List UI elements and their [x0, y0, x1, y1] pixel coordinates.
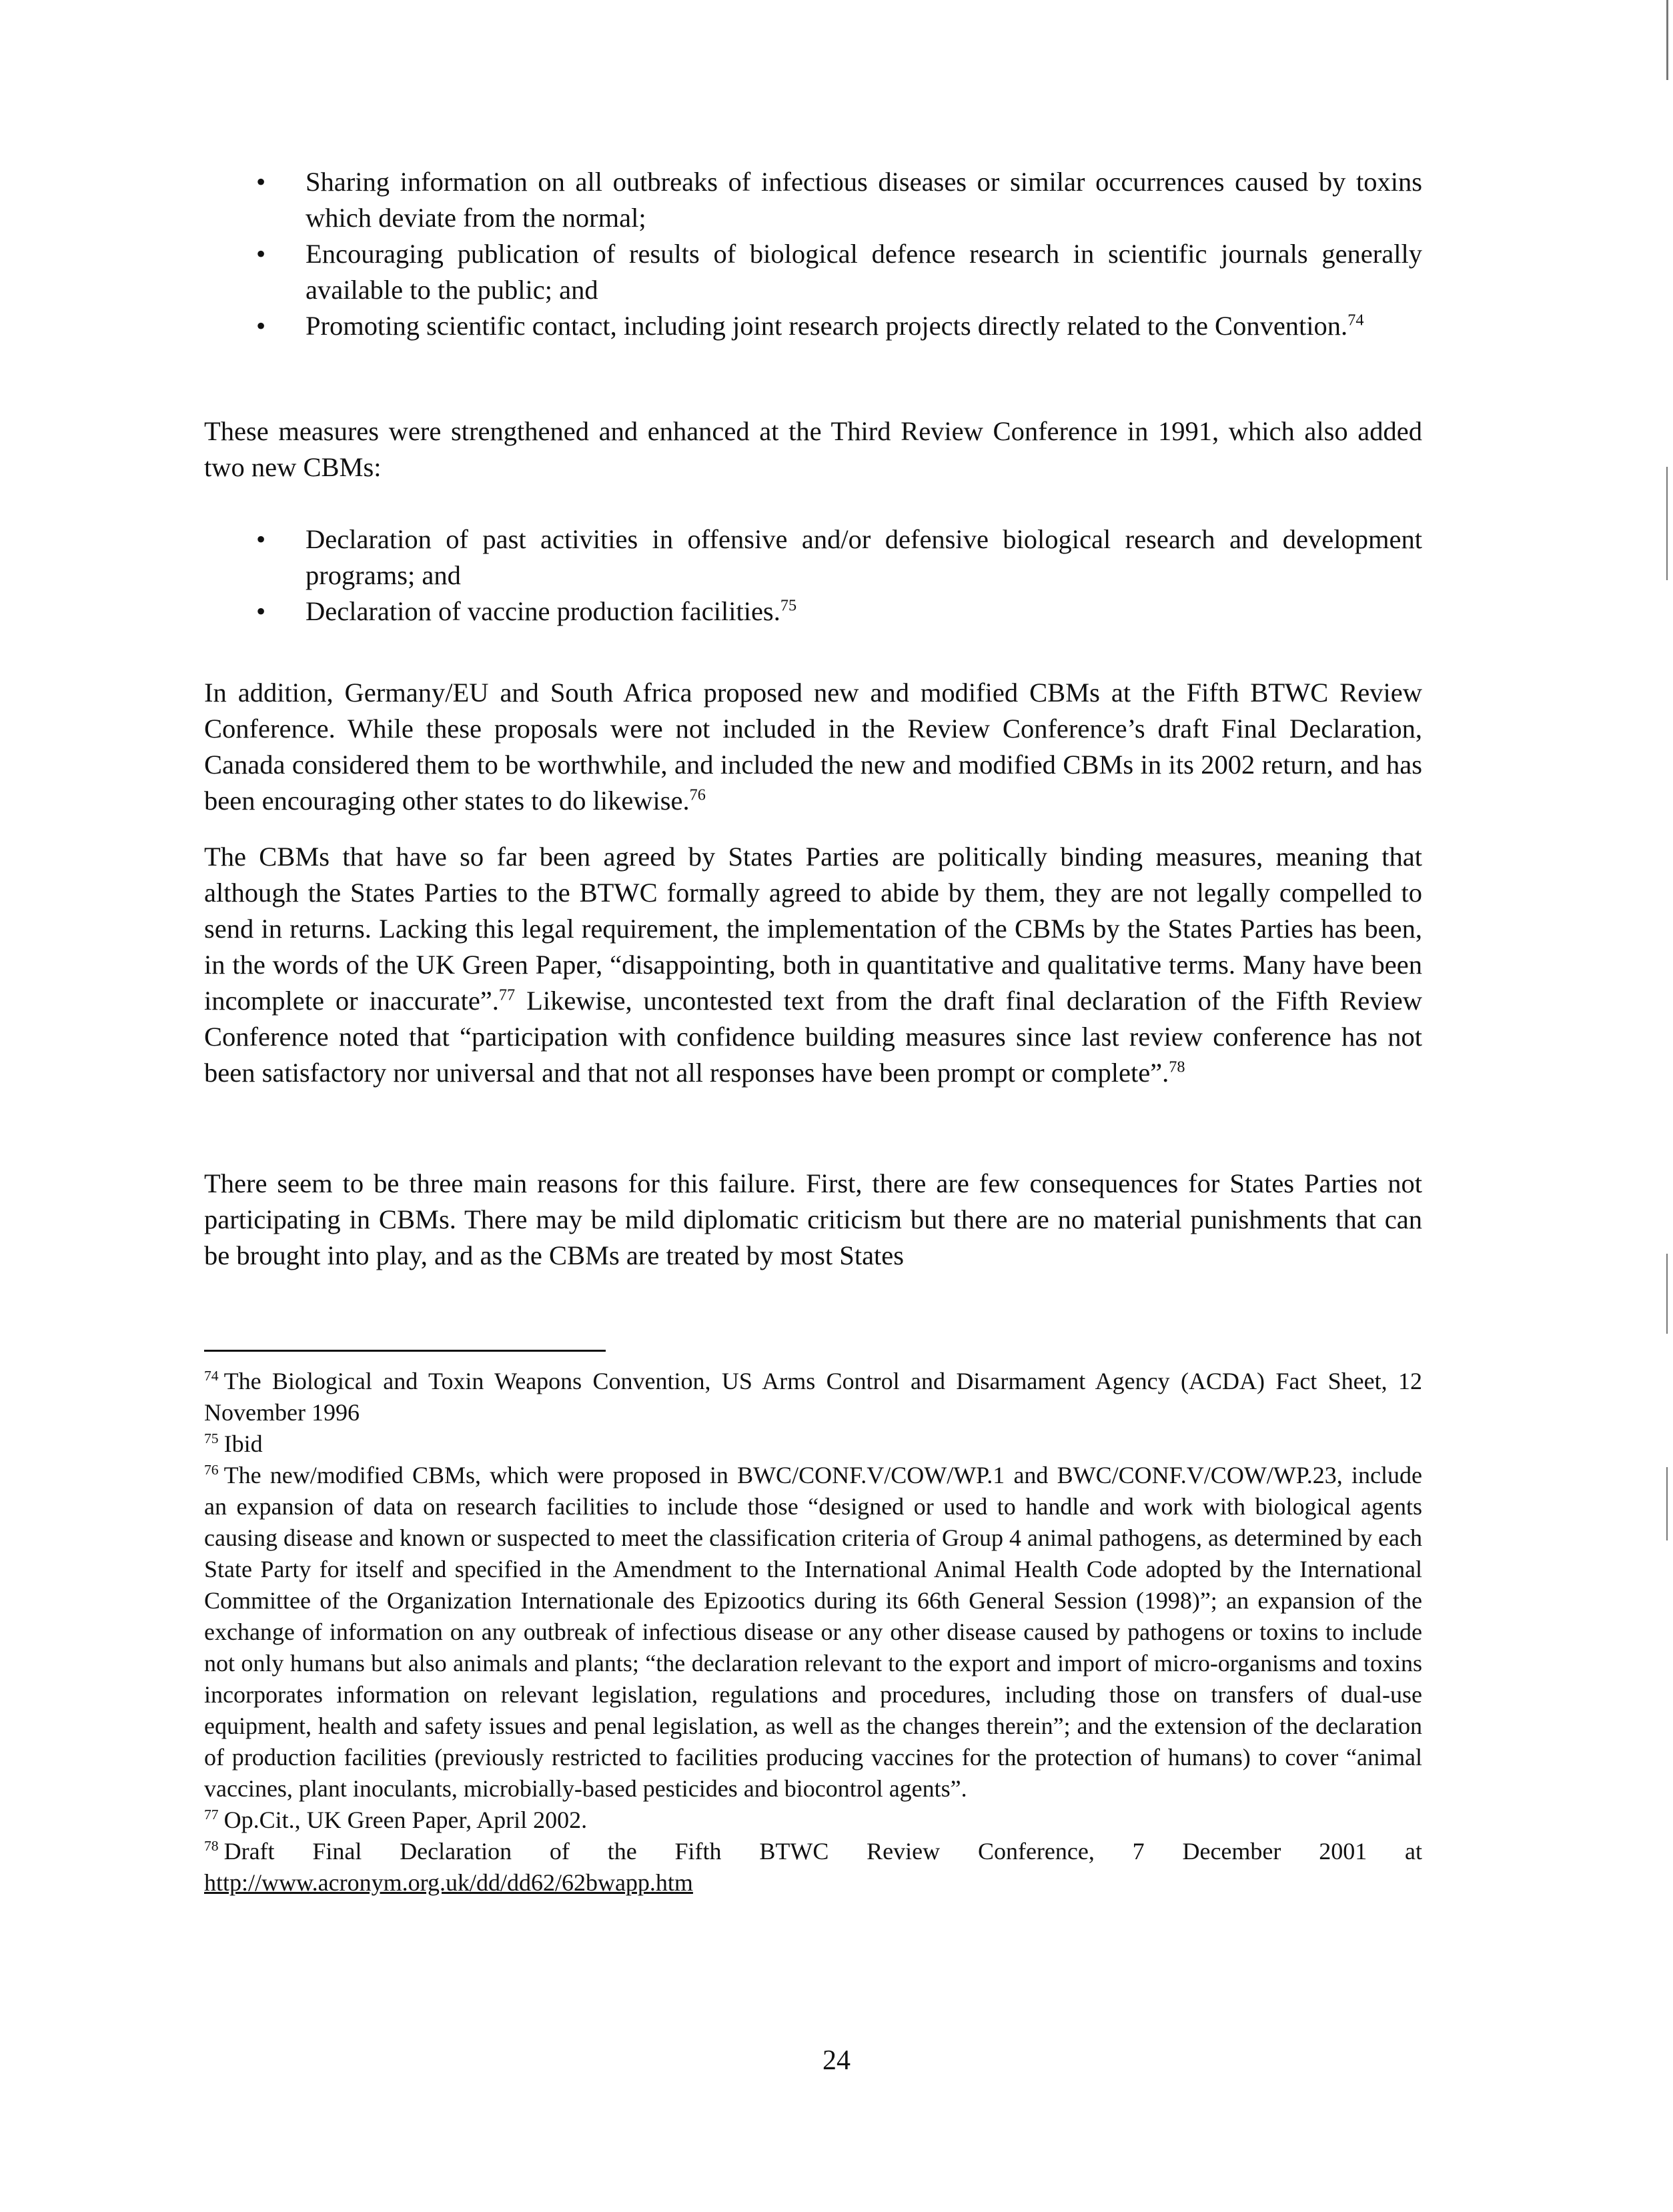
footnote-number: 78: [204, 1838, 219, 1854]
bullet-dot-icon: •: [256, 524, 266, 554]
bullet-item: [204, 521, 1422, 594]
footnote-ref[interactable]: 77: [498, 986, 516, 1004]
paragraph-fifth-review: [204, 675, 1422, 819]
scan-artifact: [1666, 467, 1668, 580]
bullet-text: Sharing information on all outbreaks of infectious diseases or similar occurrences caused by toxins which deviate from the normal;: [306, 167, 1422, 233]
footnote-78: [204, 1836, 1422, 1899]
bullet-item: [204, 236, 1422, 308]
paragraph-text: Likewise, uncontested text from the draft final declaration of the Fifth Review Conference noted that “participation with confidence building measures since last review conference has not been satisfactory nor universal and that not all responses have been prompt or complete”.: [204, 986, 1422, 1088]
paragraph-third-review: These measures were strengthened and enhanced at the Third Review Conference in 1991, which also added two new CBMs:: [204, 416, 1422, 482]
footnote-text: The Biological and Toxin Weapons Convention, US Arms Control and Disarmament Agency (ACDA) Fact Sheet, 12 November 1996: [204, 1368, 1422, 1426]
footnote-text: Op.Cit., UK Green Paper, April 2002.: [223, 1807, 588, 1833]
paragraph-reasons-failure: There seem to be three main reasons for this failure. First, there are few consequences for States Parties not participating in CBMs. There may be mild diplomatic criticism but there are no material punishments that can be brought into play, and as the CBMs are treated by most States: [204, 1168, 1422, 1270]
footnote-ref[interactable]: 74: [1347, 311, 1364, 329]
paragraph-politically-binding: [204, 839, 1422, 1091]
footnote-number: 74: [204, 1368, 219, 1384]
footnote-77: [204, 1805, 1422, 1836]
bullet-list-cbm-measures: [204, 164, 1422, 344]
bullet-text: Promoting scientific contact, including joint research projects directly related to the Convention.: [306, 311, 1348, 341]
footnote-number: 76: [204, 1462, 219, 1478]
bullet-text: Declaration of past activities in offensive and/or defensive biological research and development programs; and: [306, 524, 1422, 590]
bullet-item: [204, 308, 1422, 344]
scan-artifact: [1666, 0, 1668, 80]
bullet-dot-icon: •: [256, 311, 266, 341]
footnote-separator: [204, 1350, 606, 1352]
page-number: 24: [822, 2045, 851, 2076]
bullet-text: Declaration of vaccine production facilities.: [306, 596, 780, 626]
paragraph-text: The CBMs that have so far been agreed by States Parties are politically binding measures, meaning that although the States Parties to the BTWC formally agreed to abide by them, they are not legally compelled to send in returns. Lacking this legal requirement, the implementation of the CBMs by the States Parties has been, in the words of the UK Green Paper, “disappointing, both in quantitative and qualitative terms. Many have been incomplete or inaccurate”.: [204, 842, 1422, 1016]
footnote-text: Draft Final Declaration of the Fifth BTWC Review Conference, 7 December 2001 at: [223, 1838, 1422, 1865]
footnote-ref[interactable]: 75: [780, 596, 797, 615]
footnote-number: 77: [204, 1807, 219, 1823]
footnote-74: [204, 1366, 1422, 1428]
bullet-dot-icon: •: [256, 596, 266, 626]
bullet-dot-icon: •: [256, 167, 266, 197]
paragraph-text: In addition, Germany/EU and South Africa proposed new and modified CBMs at the Fifth BTWC Review Conference. While these proposals were not included in the Review Conference’s draft Final Declaration, Canada considered them to be worthwhile, and included the new and modified CBMs in its 2002 return, and has been encouraging other states to do likewise.: [204, 678, 1422, 816]
footnote-text: The new/modified CBMs, which were proposed in BWC/CONF.V/COW/WP.1 and BWC/CONF.V/COW/WP.23, include an expansion of data on research facilities to include those “designed or used to handle and work with biological agents causing disease and known or suspected to meet the classification criteria of Group 4 animal pathogens, as determined by each State Party for itself and specified in the Amendment to the International Animal Health Code adopted by the International Committee of the Organization Internationale des Epizootics during its 66th General Session (1998)”; an expansion of the exchange of information on any outbreak of infectious disease or any other disease caused by pathogens or toxins to include not only humans but also animals and plants; “the declaration relevant to the export and import of micro-organisms and toxins incorporates information on relevant legislation, regulations and procedures, including those on transfers of dual-use equipment, health and safety issues and penal legislation, as well as the changes therein”; and the extension of the declaration of production facilities (previously restricted to facilities producing vaccines for the protection of humans) to cover “animal vaccines, plant inoculants, microbially-based pesticides and biocontrol agents”.: [204, 1462, 1422, 1802]
footnote-75: [204, 1428, 1422, 1460]
bullet-dot-icon: •: [256, 239, 266, 269]
footnote-76: [204, 1460, 1422, 1805]
bullet-text: Encouraging publication of results of biological defence research in scientific journals generally available to the public; and: [306, 239, 1422, 305]
scan-artifact: [1666, 1254, 1668, 1334]
scan-artifact: [1666, 1467, 1668, 1540]
footnote-ref[interactable]: 76: [689, 786, 706, 804]
footnotes: [204, 1366, 1422, 1899]
footnote-ref[interactable]: 78: [1169, 1058, 1185, 1076]
bullet-item: [204, 164, 1422, 236]
footnote-link[interactable]: http://www.acronym.org.uk/dd/dd62/62bwapp.htm: [204, 1869, 693, 1896]
bullet-list-new-cbms: [204, 521, 1422, 630]
bullet-item: [204, 594, 1422, 630]
footnote-number: 75: [204, 1430, 219, 1446]
footnote-text: Ibid: [223, 1430, 263, 1457]
